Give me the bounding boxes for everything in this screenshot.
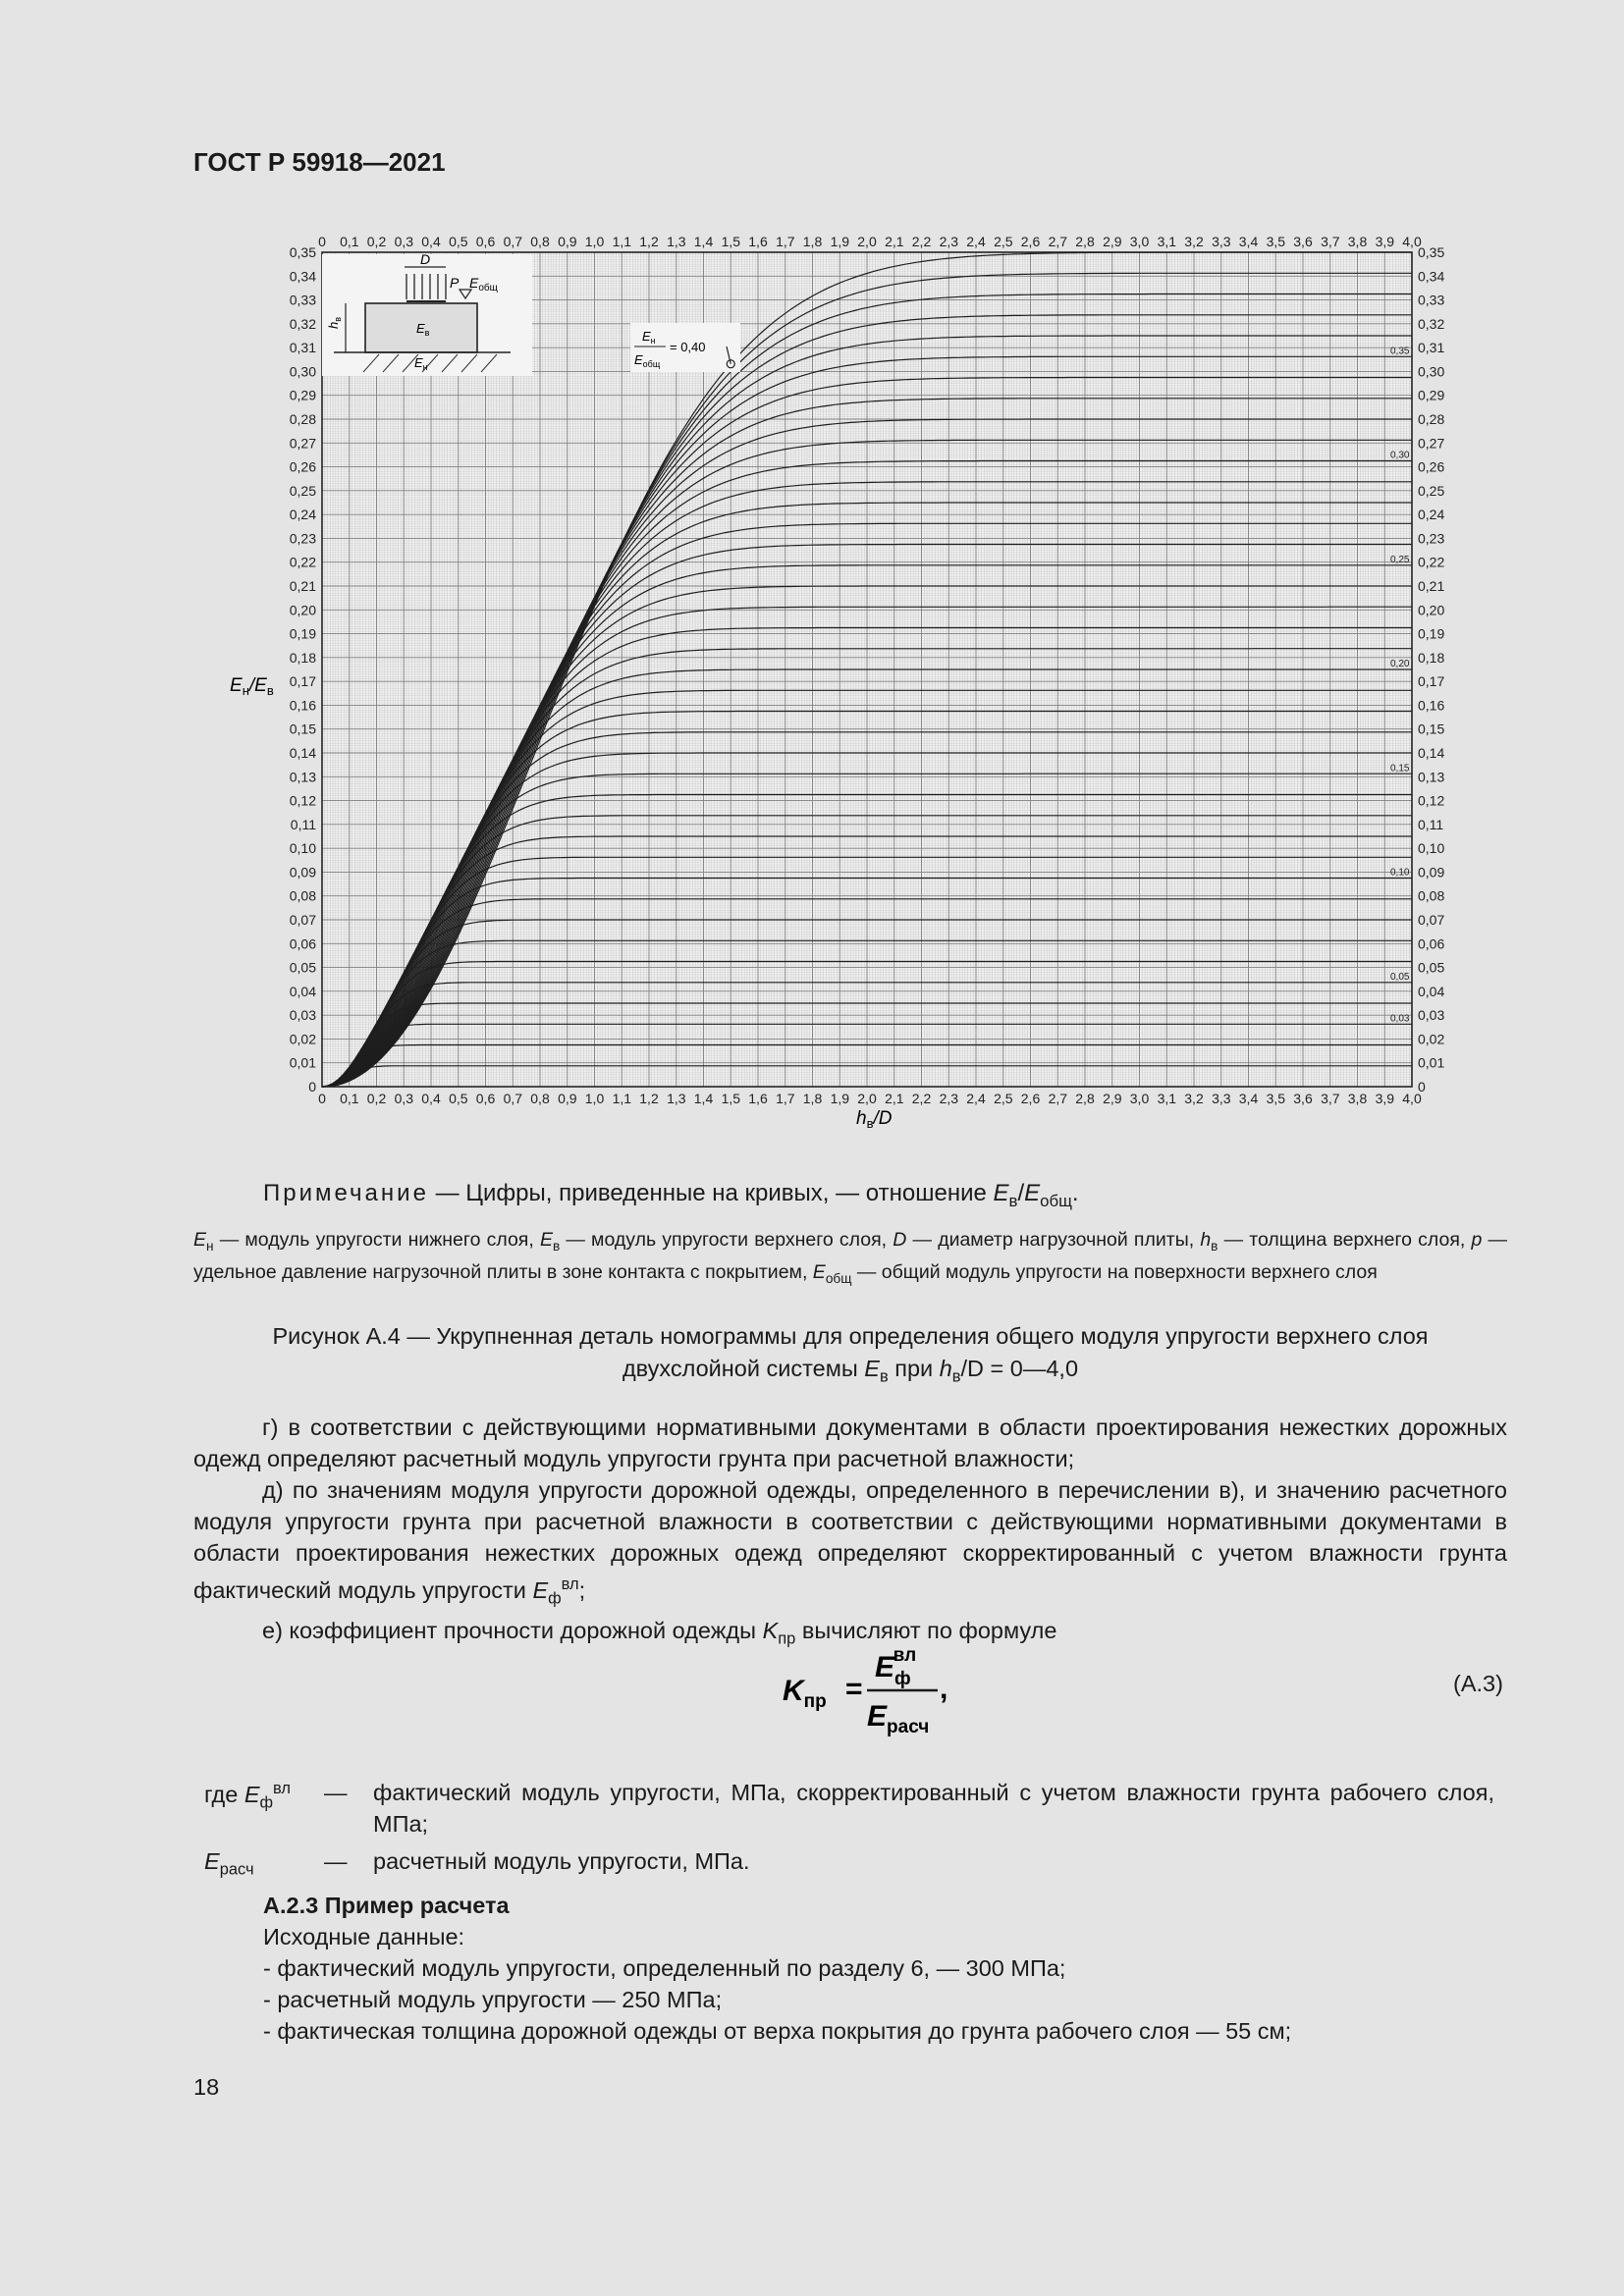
x-tick-label-top: 0,3 bbox=[394, 234, 414, 249]
x-tick-label-bottom: 2,2 bbox=[911, 1091, 932, 1106]
x-tick-label-top: 0,7 bbox=[503, 234, 523, 249]
nomogram-chart bbox=[177, 221, 1492, 1134]
x-tick-label-bottom: 2,5 bbox=[994, 1091, 1013, 1106]
inset-ev-label: $E_в$ bbox=[416, 321, 430, 338]
y-tick-label-left: 0,27 bbox=[289, 435, 316, 452]
x-tick-label-bottom: 3,7 bbox=[1321, 1091, 1340, 1106]
x-tick-label-bottom: 0,7 bbox=[503, 1091, 523, 1106]
x-tick-label-top: 3,2 bbox=[1184, 234, 1204, 249]
y-tick-label-right: 0,26 bbox=[1418, 458, 1445, 475]
x-tick-label-bottom: 0,1 bbox=[340, 1091, 359, 1106]
x-tick-label-top: 2,2 bbox=[911, 234, 932, 249]
x-tick-label-bottom: 2,4 bbox=[966, 1091, 986, 1106]
y-tick-label-right: 0,25 bbox=[1418, 482, 1445, 499]
y-tick-label-right: 0,04 bbox=[1418, 983, 1445, 999]
x-tick-label-top: 3,7 bbox=[1321, 234, 1340, 249]
x-tick-label-top: 3,9 bbox=[1375, 234, 1395, 249]
callout-value: = 0,40 bbox=[670, 340, 706, 354]
where-symbol-2: $E_{расч}$ bbox=[204, 1848, 254, 1879]
x-tick-label-bottom: 2,9 bbox=[1103, 1091, 1122, 1106]
x-tick-label-top: 2,4 bbox=[966, 234, 986, 249]
x-tick-label-top: 1,0 bbox=[584, 234, 605, 249]
x-tick-label-top: 3,4 bbox=[1238, 234, 1259, 249]
y-tick-label-left: 0,23 bbox=[289, 530, 316, 547]
y-axis-label: $E_н/E_в$ bbox=[230, 675, 274, 698]
formula-number: (А.3) bbox=[1453, 1671, 1503, 1696]
y-tick-label-left: 0,33 bbox=[289, 292, 316, 308]
y-tick-label-left: 0,04 bbox=[289, 983, 316, 999]
figure-note: Примечание — Цифры, приведенные на кривых, — отношение $E_в/E_{общ}$. bbox=[263, 1180, 1079, 1210]
curve-label: 0,15 bbox=[1390, 763, 1410, 774]
inset-hv-label: $h_в$ bbox=[326, 316, 343, 329]
y-tick-label-right: 0,02 bbox=[1418, 1031, 1445, 1047]
x-tick-label-bottom: 0,8 bbox=[530, 1091, 550, 1106]
inset-diagram bbox=[322, 251, 532, 376]
y-tick-label-left: 0,17 bbox=[289, 673, 316, 690]
x-tick-label-bottom: 2,1 bbox=[885, 1091, 904, 1106]
x-tick-label-top: 2,5 bbox=[994, 234, 1013, 249]
curve-callout-0-40 bbox=[630, 323, 740, 372]
y-tick-label-right: 0,08 bbox=[1418, 887, 1445, 904]
inset-d-label: D bbox=[420, 251, 431, 267]
document-header: ГОСТ Р 59918—2021 bbox=[193, 147, 446, 177]
x-tick-label-bottom: 3,8 bbox=[1347, 1091, 1368, 1106]
curve-label: 0,25 bbox=[1390, 554, 1410, 565]
x-tick-label-bottom: 2,0 bbox=[857, 1091, 877, 1106]
y-tick-label-right: 0,17 bbox=[1418, 673, 1445, 690]
y-tick-label-right: 0,16 bbox=[1418, 697, 1445, 714]
y-tick-label-right: 0,10 bbox=[1418, 840, 1445, 857]
y-tick-label-right: 0,24 bbox=[1418, 507, 1445, 523]
x-tick-label-bottom: 3,2 bbox=[1184, 1091, 1204, 1106]
y-tick-label-left: 0,20 bbox=[289, 602, 316, 618]
formula-numerator: $E_фвл$ bbox=[875, 1645, 917, 1689]
y-tick-label-right: 0,19 bbox=[1418, 625, 1445, 642]
curve-label: 0,30 bbox=[1390, 450, 1410, 461]
x-tick-label-bottom: 2,7 bbox=[1048, 1091, 1068, 1106]
y-tick-label-right: 0,13 bbox=[1418, 769, 1445, 785]
y-tick-label-right: 0,15 bbox=[1418, 721, 1445, 737]
y-tick-label-left: 0,13 bbox=[289, 769, 316, 785]
callout-denominator: $E_{общ}$ bbox=[634, 352, 661, 369]
x-tick-label-bottom: 3,4 bbox=[1238, 1091, 1259, 1106]
y-tick-label-left: 0,07 bbox=[289, 912, 316, 928]
x-tick-label-top: 1,5 bbox=[721, 234, 741, 249]
y-tick-label-right: 0,06 bbox=[1418, 935, 1445, 952]
x-tick-label-bottom: 1,7 bbox=[776, 1091, 795, 1106]
y-tick-label-left: 0,05 bbox=[289, 959, 316, 976]
y-tick-label-right: 0,12 bbox=[1418, 792, 1445, 809]
y-tick-label-right: 0 bbox=[1418, 1079, 1426, 1095]
y-tick-label-left: 0,31 bbox=[289, 340, 316, 356]
y-tick-label-left: 0,22 bbox=[289, 554, 316, 570]
y-tick-label-right: 0,01 bbox=[1418, 1054, 1445, 1071]
paragraph-e: е) коэффициент прочности дорожной одежды $K_{пр}$ вычисляют по формуле bbox=[262, 1617, 1057, 1648]
section-title: А.2.3 Пример расчета bbox=[263, 1893, 510, 1918]
y-tick-label-right: 0,28 bbox=[1418, 411, 1445, 427]
y-tick-label-left: 0,28 bbox=[289, 411, 316, 427]
x-tick-label-top: 0,6 bbox=[475, 234, 496, 249]
y-tick-label-left: 0,35 bbox=[289, 244, 316, 260]
x-tick-label-top: 2,1 bbox=[885, 234, 904, 249]
formula-a3 bbox=[781, 1639, 957, 1745]
x-tick-label-top: 3,6 bbox=[1293, 234, 1313, 249]
y-tick-label-left: 0,30 bbox=[289, 363, 316, 380]
caption-line-2: двухслойной системы $E_в$ при $h_в/D$ = 0—4,0 bbox=[622, 1356, 1079, 1386]
y-tick-label-left: 0,02 bbox=[289, 1031, 316, 1047]
y-tick-label-right: 0,20 bbox=[1418, 602, 1445, 618]
x-axis-label: $h_в/D$ bbox=[856, 1108, 893, 1131]
formula-equals: = bbox=[845, 1673, 863, 1705]
y-tick-label-left: 0,11 bbox=[290, 816, 316, 832]
x-tick-label-top: 2,0 bbox=[857, 234, 877, 249]
x-tick-label-top: 2,7 bbox=[1048, 234, 1068, 249]
x-tick-label-top: 3,1 bbox=[1157, 234, 1177, 249]
x-tick-label-bottom: 0,2 bbox=[366, 1091, 387, 1106]
x-tick-label-top: 1,6 bbox=[748, 234, 768, 249]
y-tick-label-right: 0,35 bbox=[1418, 244, 1445, 260]
x-tick-label-bottom: 1,8 bbox=[802, 1091, 823, 1106]
formula-k: $K_{пр}$ bbox=[783, 1675, 827, 1712]
caption-line-1: Рисунок А.4 — Укрупненная деталь номограммы для определения общего модуля упругости верхнего слоя bbox=[272, 1323, 1429, 1349]
figure-caption bbox=[193, 1320, 1507, 1394]
x-tick-label-top: 2,6 bbox=[1020, 234, 1041, 249]
x-tick-label-bottom: 1,6 bbox=[748, 1091, 768, 1106]
x-tick-label-top: 0,8 bbox=[530, 234, 550, 249]
where-definition-2: расчетный модуль упругости, МПа. bbox=[373, 1848, 750, 1874]
y-tick-label-right: 0,23 bbox=[1418, 530, 1445, 547]
x-tick-label-top: 1,1 bbox=[612, 234, 632, 249]
y-tick-label-right: 0,03 bbox=[1418, 1007, 1445, 1024]
x-tick-label-bottom: 1,0 bbox=[584, 1091, 605, 1106]
section-intro: Исходные данные: bbox=[263, 1924, 465, 1949]
y-tick-label-left: 0,19 bbox=[289, 625, 316, 642]
x-tick-label-top: 3,8 bbox=[1347, 234, 1368, 249]
x-tick-label-top: 1,3 bbox=[667, 234, 686, 249]
x-tick-label-bottom: 2,3 bbox=[939, 1091, 959, 1106]
x-tick-label-bottom: 1,3 bbox=[667, 1091, 686, 1106]
x-tick-label-bottom: 2,8 bbox=[1075, 1091, 1095, 1106]
x-tick-label-top: 0,4 bbox=[421, 234, 441, 249]
callout-numerator: $E_н$ bbox=[642, 329, 656, 346]
example-section bbox=[263, 1890, 1291, 2047]
y-tick-label-left: 0,10 bbox=[289, 840, 316, 857]
inset-p-label: P bbox=[450, 275, 460, 291]
list-item: - расчетный модуль упругости — 250 МПа; bbox=[263, 1987, 723, 2012]
y-tick-label-right: 0,21 bbox=[1418, 578, 1445, 594]
y-tick-label-left: 0,16 bbox=[289, 697, 316, 714]
x-tick-label-bottom: 3,9 bbox=[1375, 1091, 1395, 1106]
inset-eobsh-label: $E_{общ}$ bbox=[469, 275, 498, 294]
x-tick-label-top: 3,5 bbox=[1266, 234, 1286, 249]
x-tick-label-bottom: 3,6 bbox=[1293, 1091, 1313, 1106]
paragraph-d: д) по значениям модуля упругости дорожной одежды, определенного в перечислении в), и значению расчетного модуля упругости грунта при расчетной влажности в соответствии с действующими нормативными документами в области проектирования нежестких дорожных одежд определяют скорректированный с учетом влажности грунта фактический модуль упругости $E_ф^{вл}$; bbox=[193, 1477, 1507, 1608]
y-tick-label-left: 0,21 bbox=[289, 578, 316, 594]
list-item: - фактическая толщина дорожной одежды от верха покрытия до грунта рабочего слоя — 55 см; bbox=[263, 2018, 1292, 2044]
inset-en-label: $E_н$ bbox=[414, 355, 428, 372]
y-tick-label-right: 0,09 bbox=[1418, 864, 1445, 881]
x-tick-label-bottom: 1,9 bbox=[830, 1091, 850, 1106]
y-tick-label-left: 0,08 bbox=[289, 887, 316, 904]
body-text bbox=[193, 1412, 1507, 1654]
x-tick-label-top: 0 bbox=[318, 234, 326, 249]
paragraph-g: г) в соответствии с действующими нормативными документами в области проектирования нежестких дорожных одежд определяют расчетный модуль упругости грунта при расчетной влажности; bbox=[193, 1415, 1507, 1471]
x-tick-label-bottom: 1,2 bbox=[639, 1091, 659, 1106]
x-tick-label-top: 2,8 bbox=[1075, 234, 1095, 249]
x-tick-label-top: 2,9 bbox=[1103, 234, 1122, 249]
x-tick-label-top: 1,8 bbox=[802, 234, 823, 249]
x-tick-label-bottom: 0,6 bbox=[475, 1091, 496, 1106]
y-tick-label-right: 0,14 bbox=[1418, 745, 1445, 761]
y-tick-label-right: 0,11 bbox=[1418, 816, 1444, 832]
y-tick-label-left: 0,26 bbox=[289, 458, 316, 475]
x-tick-label-top: 1,9 bbox=[830, 234, 850, 249]
x-tick-label-bottom: 1,5 bbox=[721, 1091, 741, 1106]
list-item: - фактический модуль упругости, определенный по разделу 6, — 300 МПа; bbox=[263, 1955, 1066, 1981]
y-tick-label-left: 0,01 bbox=[289, 1054, 316, 1071]
x-tick-label-top: 1,7 bbox=[776, 234, 795, 249]
curve-label: 0,35 bbox=[1390, 346, 1410, 357]
formula-denominator: $E_{расч}$ bbox=[867, 1700, 930, 1737]
x-tick-label-bottom: 0,4 bbox=[421, 1091, 441, 1106]
curve-label: 0,03 bbox=[1390, 1013, 1410, 1025]
x-tick-label-bottom: 0,5 bbox=[449, 1091, 468, 1106]
x-tick-label-top: 0,9 bbox=[558, 234, 577, 249]
x-tick-label-bottom: 3,3 bbox=[1212, 1091, 1231, 1106]
y-tick-label-left: 0 bbox=[308, 1079, 316, 1095]
x-tick-label-top: 3,0 bbox=[1129, 234, 1150, 249]
where-symbol-1: где $E_ф^{вл}$ bbox=[204, 1780, 291, 1812]
y-tick-label-left: 0,03 bbox=[289, 1007, 316, 1024]
x-tick-label-top: 1,2 bbox=[639, 234, 659, 249]
nomogram-svg bbox=[177, 221, 1492, 1134]
y-tick-label-right: 0,30 bbox=[1418, 363, 1445, 380]
x-tick-label-bottom: 0 bbox=[318, 1091, 326, 1106]
y-tick-label-left: 0,18 bbox=[289, 649, 316, 666]
figure-legend: $E_н$ — модуль упругости нижнего слоя, $E_в$ — модуль упругости верхнего слоя, D — диаметр нагрузочной плиты, $h_в$ — толщина верхнего слоя, p — удельное давление нагрузочной плиты в зоне контакта с покрытием, $E_{общ}$ — общий модуль упругости на поверхности верхнего слоя bbox=[193, 1229, 1508, 1286]
x-tick-label-bottom: 3,1 bbox=[1157, 1091, 1177, 1106]
curve-label: 0,10 bbox=[1390, 867, 1410, 879]
where-definition-1: фактический модуль упругости, МПа, скорректированный с учетом влажности грунта рабочего слоя, МПа; bbox=[373, 1780, 1494, 1837]
x-tick-label-bottom: 1,1 bbox=[612, 1091, 632, 1106]
y-tick-label-left: 0,24 bbox=[289, 507, 316, 523]
y-tick-label-left: 0,06 bbox=[289, 935, 316, 952]
x-tick-label-top: 0,1 bbox=[340, 234, 359, 249]
y-tick-label-right: 0,18 bbox=[1418, 649, 1445, 666]
y-tick-label-right: 0,22 bbox=[1418, 554, 1445, 570]
page-number: 18 bbox=[193, 2074, 220, 2100]
y-tick-label-left: 0,15 bbox=[289, 721, 316, 737]
y-tick-label-right: 0,27 bbox=[1418, 435, 1445, 452]
x-tick-label-bottom: 3,0 bbox=[1129, 1091, 1150, 1106]
y-tick-label-left: 0,29 bbox=[289, 387, 316, 403]
y-tick-label-right: 0,07 bbox=[1418, 912, 1445, 928]
curve-label: 0,20 bbox=[1390, 659, 1410, 669]
y-tick-label-left: 0,34 bbox=[289, 268, 316, 285]
y-tick-label-left: 0,25 bbox=[289, 482, 316, 499]
formula-comma: , bbox=[940, 1673, 948, 1705]
where-dash-2: — bbox=[324, 1848, 348, 1874]
x-tick-label-top: 3,3 bbox=[1212, 234, 1231, 249]
x-tick-label-bottom: 0,9 bbox=[558, 1091, 577, 1106]
where-dash-1: — bbox=[324, 1780, 348, 1805]
x-tick-label-top: 1,4 bbox=[693, 234, 714, 249]
y-tick-label-left: 0,12 bbox=[289, 792, 316, 809]
y-tick-label-left: 0,09 bbox=[289, 864, 316, 881]
y-tick-label-right: 0,31 bbox=[1418, 340, 1445, 356]
y-tick-label-left: 0,14 bbox=[289, 745, 316, 761]
y-tick-label-right: 0,32 bbox=[1418, 315, 1445, 332]
x-tick-label-bottom: 1,4 bbox=[693, 1091, 714, 1106]
x-tick-label-bottom: 3,5 bbox=[1266, 1091, 1286, 1106]
y-tick-label-right: 0,29 bbox=[1418, 387, 1445, 403]
y-tick-label-left: 0,32 bbox=[289, 315, 316, 332]
y-tick-label-right: 0,05 bbox=[1418, 959, 1445, 976]
y-tick-label-right: 0,34 bbox=[1418, 268, 1445, 285]
y-tick-label-right: 0,33 bbox=[1418, 292, 1445, 308]
x-tick-label-bottom: 4,0 bbox=[1402, 1091, 1422, 1106]
x-tick-label-top: 4,0 bbox=[1402, 234, 1422, 249]
formula-svg bbox=[781, 1639, 957, 1737]
x-tick-label-top: 0,5 bbox=[449, 234, 468, 249]
x-tick-label-bottom: 0,3 bbox=[394, 1091, 414, 1106]
x-tick-label-top: 2,3 bbox=[939, 234, 959, 249]
x-tick-label-bottom: 2,6 bbox=[1020, 1091, 1041, 1106]
curve-label: 0,05 bbox=[1390, 971, 1410, 983]
x-tick-label-top: 0,2 bbox=[366, 234, 387, 249]
